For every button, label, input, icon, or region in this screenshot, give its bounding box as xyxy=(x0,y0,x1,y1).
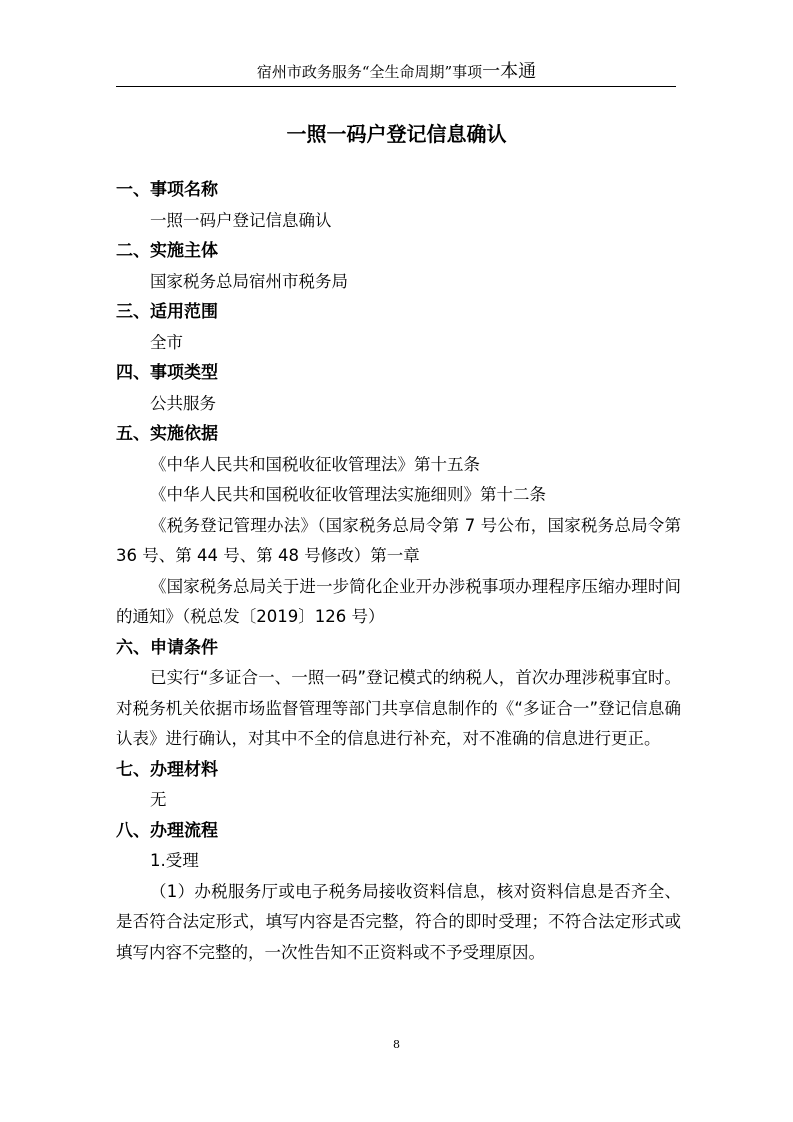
process-step-1-body: （1）办税服务厅或电子税务局接收资料信息，核对资料信息是否齐全、是否符合法定形式，填写内容是否完整，符合的即时受理；不符合法定形式或填写内容不完整的，一次性告知不正资料或不予受理原因。 xyxy=(116,881,681,962)
basis-item: 《税务登记管理办法》（国家税务总局令第 7 号公布，国家税务总局令第 36 号、第 44 号、第 48 号修改）第一章 xyxy=(116,515,681,565)
section-heading-2: 二、实施主体 xyxy=(116,241,218,261)
basis-item: 《国家税务总局关于进一步简化企业开办涉税事项办理程序压缩办理时间的通知》（税总发〔2019〕126 号） xyxy=(116,576,681,626)
section-heading-7: 七、办理材料 xyxy=(116,759,218,780)
section-heading-5: 五、实施依据 xyxy=(116,424,218,444)
header-text-large: 一本通 xyxy=(482,61,537,82)
process-step-1: 1.受理 xyxy=(150,851,199,870)
section-heading-1: 一、事项名称 xyxy=(116,180,218,200)
section-body-3: 全市 xyxy=(150,332,183,352)
document-title: 一照一码户登记信息确认 xyxy=(286,122,507,146)
section-heading-4: 四、事项类型 xyxy=(116,363,218,383)
header-text: 宿州市政务服务“全生命周期”事项 xyxy=(256,63,483,81)
section-heading-8: 八、办理流程 xyxy=(116,820,218,841)
document-body xyxy=(116,175,681,968)
section-body-6: 已实行“多证合一、一照一码”登记模式的纳税人，首次办理涉税事宜时。对税务机关依据市场监督管理等部门共享信息制作的《“多证合一”登记信息确认表》进行确认，对其中不全的信息进行补充，对不准确的信息进行更正。 xyxy=(116,668,681,748)
header-rule xyxy=(116,86,676,87)
basis-item: 《中华人民共和国税收征收管理法实施细则》第十二条 xyxy=(150,485,546,504)
section-heading-6: 六、申请条件 xyxy=(116,637,218,658)
section-body-7: 无 xyxy=(150,790,167,809)
basis-item: 《中华人民共和国税收征收管理法》第十五条 xyxy=(150,454,480,474)
section-body-4: 公共服务 xyxy=(150,393,216,413)
section-body-2: 国家税务总局宿州市税务局 xyxy=(150,271,348,291)
section-body-1: 一照一码户登记信息确认 xyxy=(150,210,332,230)
page-number: 8 xyxy=(393,1038,400,1051)
section-heading-3: 三、适用范围 xyxy=(116,302,218,322)
running-header xyxy=(0,62,793,82)
